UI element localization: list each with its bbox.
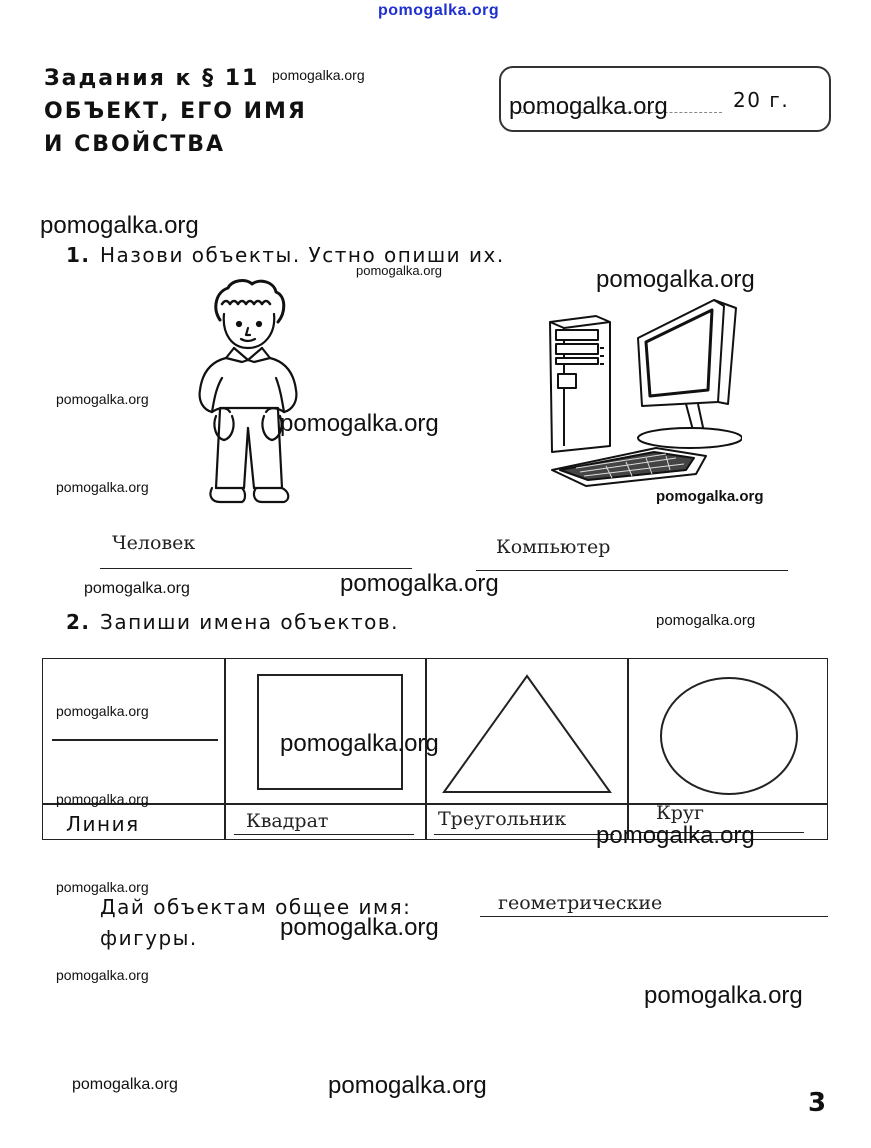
watermark: pomogalka.org [272, 67, 365, 83]
answer-line-person [100, 568, 412, 569]
task2-number: 2. [66, 610, 91, 634]
topic-title-line1: ОБЪЕКТ, ЕГО ИМЯ [44, 99, 307, 124]
watermark: pomogalka.org [656, 488, 764, 505]
table-row-divider [42, 803, 828, 805]
label-circle: Круг [656, 802, 705, 824]
watermark: pomogalka.org [280, 730, 439, 757]
label-triangle: Треугольник [438, 808, 567, 830]
date-year-suffix: 20 г. [733, 88, 790, 112]
watermark: pomogalka.org [56, 791, 149, 807]
boy-illustration [190, 278, 310, 508]
watermark: pomogalka.org [340, 570, 499, 597]
watermark: pomogalka.org [56, 967, 149, 983]
watermark: pomogalka.org [596, 822, 755, 849]
label-line-triangle [434, 834, 614, 835]
answer-computer: Компьютер [496, 536, 611, 558]
circle-shape [656, 674, 802, 798]
common-name-suffix: фигуры. [100, 926, 198, 950]
computer-illustration [546, 296, 742, 488]
watermark: pomogalka.org [56, 391, 149, 407]
watermark: pomogalka.org [72, 1076, 178, 1093]
common-name-prompt: Дай объектам общее имя: [100, 895, 412, 919]
watermark: pomogalka.org [280, 410, 439, 437]
watermark: pomogalka.org [56, 879, 149, 895]
section-heading: Задания к § 11 [44, 66, 260, 91]
top-watermark: pomogalka.org [378, 2, 500, 19]
line-shape [52, 739, 218, 741]
page-number: 3 [808, 1088, 827, 1118]
answer-person: Человек [112, 532, 196, 554]
label-line: Линия [66, 812, 140, 836]
watermark: pomogalka.org [356, 263, 442, 278]
topic-title-line2: И СВОЙСТВА [44, 132, 226, 157]
table-divider [627, 658, 629, 840]
watermark: pomogalka.org [280, 914, 439, 941]
watermark: pomogalka.org [56, 479, 149, 495]
watermark: pomogalka.org [656, 612, 756, 629]
task2-text: Запиши имена объектов. [100, 610, 400, 634]
label-line-square [234, 834, 414, 835]
task1-number: 1. [66, 243, 91, 267]
watermark: pomogalka.org [644, 982, 803, 1009]
label-square: Квадрат [246, 810, 329, 832]
task1-text: Назови объекты. Устно опиши их. [100, 243, 505, 267]
watermark: pomogalka.org [40, 212, 199, 239]
answer-line-computer [476, 570, 788, 571]
table-divider [224, 658, 226, 840]
watermark: pomogalka.org [56, 703, 149, 719]
watermark: pomogalka.org [509, 93, 668, 120]
watermark: pomogalka.org [596, 266, 755, 293]
watermark: pomogalka.org [84, 580, 190, 597]
watermark: pomogalka.org [328, 1072, 487, 1099]
common-name-line [480, 916, 828, 917]
common-name-answer: геометрические [498, 892, 663, 914]
triangle-shape [440, 672, 614, 796]
